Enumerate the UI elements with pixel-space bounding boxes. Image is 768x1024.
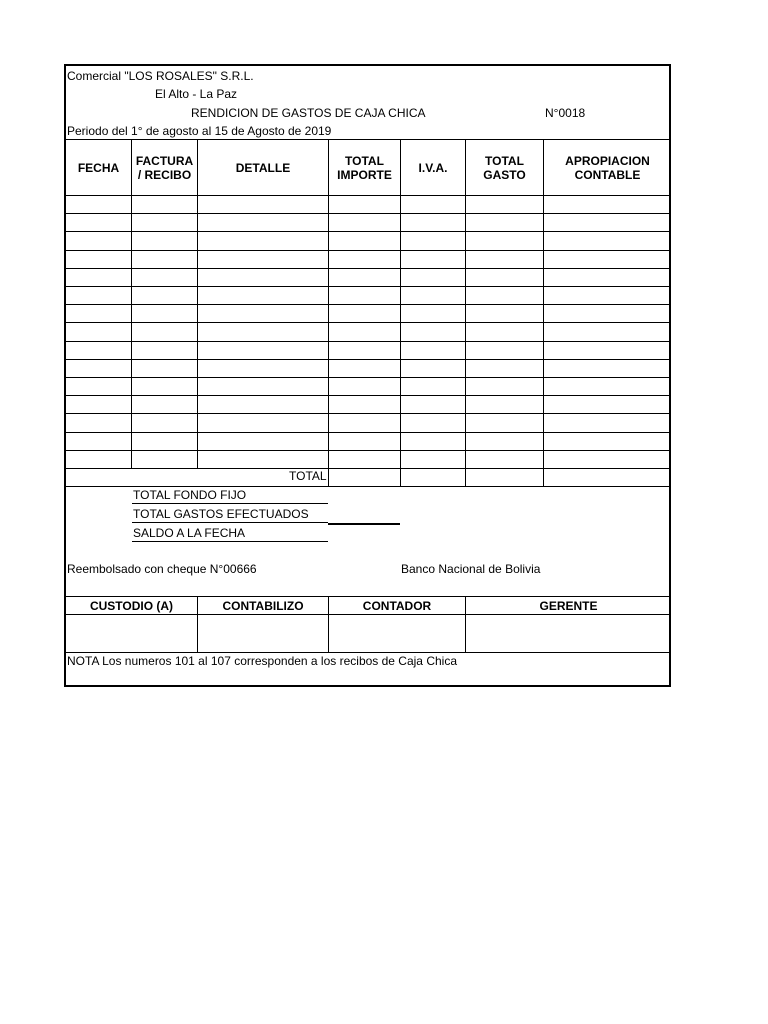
col-header-fecha: FECHA [77, 161, 120, 175]
table-row [66, 377, 671, 378]
table-row [66, 432, 671, 433]
gastos-value-line [328, 523, 400, 525]
total-label: TOTAL [289, 469, 327, 483]
col-header-total-gasto: TOTAL GASTO [483, 154, 526, 182]
col-divider [328, 140, 329, 487]
signature-contador: CONTADOR [362, 598, 432, 613]
signature-bottom-border [66, 652, 671, 653]
total-row-bottom-border [66, 486, 671, 487]
table-row [66, 468, 671, 469]
table-row [66, 231, 671, 232]
table-row [66, 341, 671, 342]
table-row [66, 359, 671, 360]
signature-divider [465, 596, 466, 652]
saldo-label: SALDO A LA FECHA [133, 526, 246, 540]
company-location: El Alto - La Paz [155, 87, 238, 101]
col-header-factura: FACTURA / RECIBO [135, 154, 194, 182]
form-title: RENDICION DE GASTOS DE CAJA CHICA [191, 106, 426, 120]
col-divider [197, 140, 198, 469]
table-row [66, 250, 671, 251]
gastos-efectuados-underline [132, 522, 328, 523]
note-text: NOTA Los numeros 101 al 107 corresponden a los recibos de Caja Chica [67, 654, 457, 668]
table-row [66, 268, 671, 269]
table-row [66, 413, 671, 414]
total-fondo-fijo-label: TOTAL FONDO FIJO [133, 488, 247, 502]
table-row [66, 450, 671, 451]
col-header-iva: I.V.A. [418, 161, 448, 175]
signature-gerente: GERENTE [539, 598, 598, 613]
cheque-info: Reembolsado con cheque N°00666 [67, 562, 257, 576]
col-header-detalle: DETALLE [235, 161, 291, 175]
signature-divider [197, 596, 198, 652]
signature-custodio: CUSTODIO (A) [89, 598, 174, 613]
form-number: N°0018 [545, 106, 586, 120]
header-bottom-border [66, 195, 671, 196]
signature-header-bottom-border [66, 614, 671, 615]
total-gastos-efectuados-label: TOTAL GASTOS EFECTUADOS [133, 507, 309, 521]
company-name: Comercial "LOS ROSALES" S.R.L. [67, 69, 254, 83]
table-row [66, 304, 671, 305]
table-row [66, 322, 671, 323]
table-row [66, 395, 671, 396]
signature-divider [328, 596, 329, 652]
bank-name: Banco Nacional de Bolivia [401, 562, 541, 576]
petty-cash-form [64, 64, 671, 687]
fondo-fijo-underline [132, 503, 328, 504]
col-divider [131, 140, 132, 469]
col-divider [400, 140, 401, 487]
col-divider [543, 140, 544, 487]
col-header-total-importe: TOTAL IMPORTE [337, 154, 392, 182]
form-period: Periodo del 1° de agosto al 15 de Agosto de 2019 [67, 124, 332, 138]
col-header-apropiacion: APROPIACION CONTABLE [565, 154, 650, 182]
col-divider [465, 140, 466, 487]
saldo-underline [132, 541, 328, 542]
signature-contabilizo: CONTABILIZO [222, 598, 304, 613]
table-row [66, 213, 671, 214]
table-row [66, 286, 671, 287]
